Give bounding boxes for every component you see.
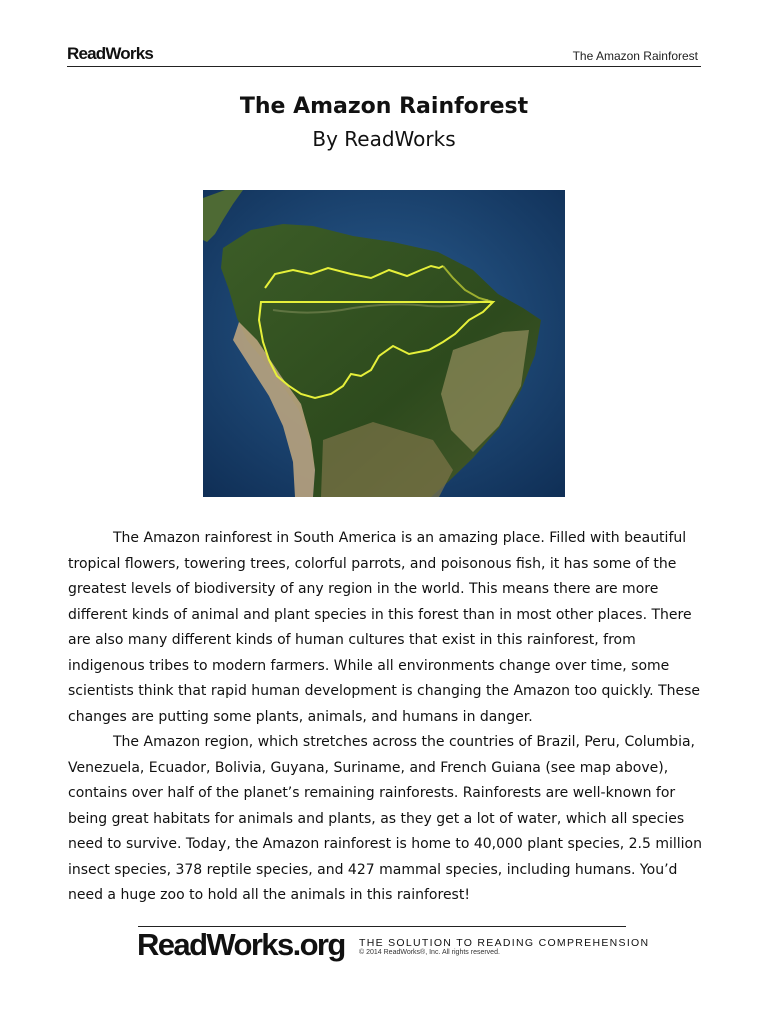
paragraph-2: The Amazon region, which stretches across the countries of Brazil, Peru, Columbia, Venezuela, Ecuador, Bolivia, Guyana, Suriname, and French Guiana (see map above), contains over half of the planet’s remaining rainforests. Rainforests are well-known for being great habitats for animals and plants, as they get a lot of water, which all species need to survive. Today, the Amazon rainforest is home to 40,000 plant species, 2.5 million insect species, 378 reptile species, and 427 mammal species, including humans. You’d need a huge zoo to hold all the animals in this rainforest! xyxy=(68,734,702,903)
footer-logo: ReadWorks.org xyxy=(137,927,345,962)
footer-copyright: © 2014 ReadWorks®, Inc. All rights reserved. xyxy=(359,949,500,956)
paragraph-1: The Amazon rainforest in South America is an amazing place. Filled with beautiful tropical flowers, towering trees, colorful parrots, and poisonous fish, it has some of the greatest levels of biodiversity of any region in the world. This means there are more different kinds of animal and plant species in this forest than in most other places. There are also many different kinds of human cultures that exist in this rainforest, from indigenous tribes to modern farmers. While all environments change over time, some scientists think that rapid human development is changing the Amazon too quickly. These changes are putting some plants, animals, and humans in danger. xyxy=(68,530,701,725)
article-body xyxy=(68,526,704,909)
footer-tagline: THE SOLUTION TO READING COMPREHENSION xyxy=(359,937,650,949)
page-header xyxy=(67,44,701,67)
article-title: The Amazon Rainforest xyxy=(239,94,529,119)
readworks-logo: ReadWorks xyxy=(67,44,154,63)
article-byline: By ReadWorks xyxy=(312,127,456,151)
running-title: The Amazon Rainforest xyxy=(572,49,698,63)
amazon-satellite-map xyxy=(203,190,565,497)
